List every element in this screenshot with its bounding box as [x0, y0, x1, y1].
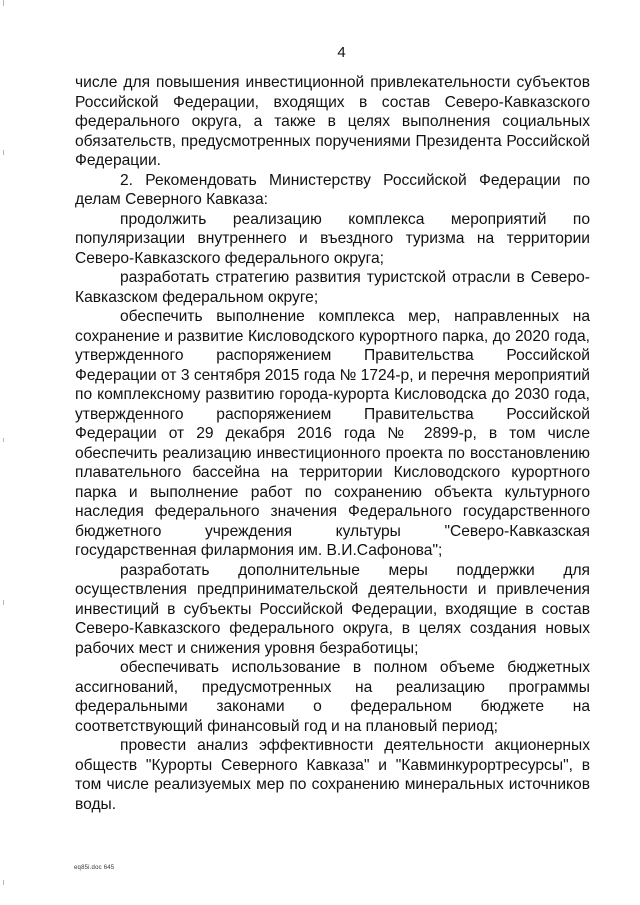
paragraph-tourism-strategy: разработать стратегию развития туристской отрасли в Северо-Кавказском федеральном округе; [75, 269, 590, 306]
paragraph-kislovodsk-park: обеспечить выполнение комплекса мер, направленных на сохранение и развитие Кисловодского курортного парка, до 2020 года, утвержденного распоряжением Правительства Российской Федерации от 3 сентября 2015 года № 1724-р, и перечня мероприятий по комплексному развитию города-курорта Кисловодска до 2030 года, утвержденного распоряжением Правительства Российской Федерации от 29 декабря 2016 года № 2899-р, в том числе обеспечить реализацию инвестиционного проекта по восстановлению плавательного бассейна на территории Кисловодского курортного парка и выполнение работ по сохранению объекта культурного наследия федерального значения Федерального государственного бюджетного учреждения культуры "Северо-Кавказская государственная филармония им. В.И.Сафонова"; [75, 308, 590, 559]
paragraph-tourism-promotion: продолжить реализацию комплекса мероприятий по популяризации внутреннего и въездного туризма на территории Северо-Кавказского федерального округа; [75, 210, 590, 267]
scan-edge-mark [3, 438, 4, 442]
paragraph-recommendation: 2. Рекомендовать Министерству Российской Федерации по делам Северного Кавказа: [75, 171, 590, 208]
page-number: 4 [337, 44, 346, 61]
paragraph-budget-use: обеспечивать использование в полном объеме бюджетных ассигнований, предусмотренных на реализацию программы федеральными законами о федеральном бюджете на соответствующий финансовый год и на плановый период; [75, 659, 590, 735]
scan-edge-mark [3, 880, 4, 885]
scan-edge-mark [3, 0, 4, 6]
scan-edge-mark [3, 600, 4, 605]
paragraph-efficiency-analysis: провести анализ эффективности деятельности акционерных обществ "Курорты Северного Кавказа" и "Кавминкурортресурсы", в том числе реализуемых мер по сохранению минеральных источников воды. [75, 737, 590, 813]
document-body [75, 73, 590, 814]
scan-edge-mark [3, 150, 4, 155]
paragraph-business-support: разработать дополнительные меры поддержки для осуществления предпринимательской деятельности и привлечения инвестиций в субъекты Российской Федерации, входящие в состав Северо-Кавказского федерального округа, в целях создания новых рабочих мест и снижения уровня безработицы; [75, 561, 590, 657]
paragraph-continuation: числе для повышения инвестиционной привлекательности субъектов Российской Федерации, входящих в состав Северо-Кавказского федерального округа, а также в целях выполнения социальных обязательств, предусмотренных поручениями Президента Российской Федерации. [75, 74, 590, 169]
footer-document-code: eq85i.doc 645 [74, 865, 115, 871]
